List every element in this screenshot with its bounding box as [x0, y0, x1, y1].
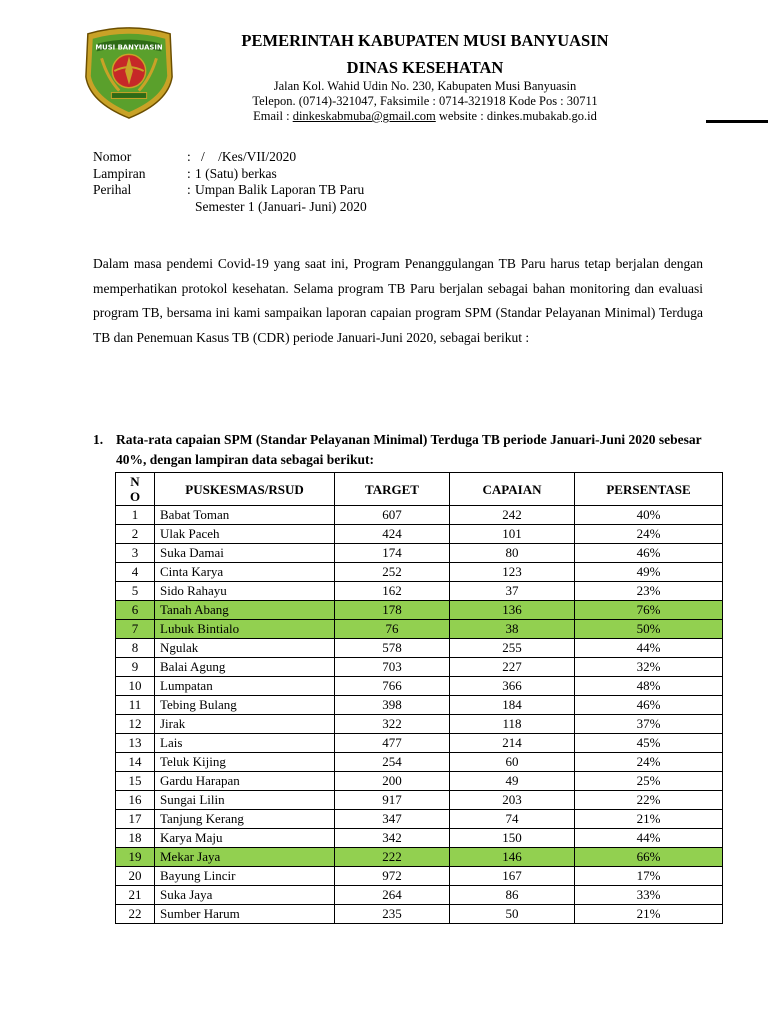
cell-capaian: 118 — [450, 715, 575, 734]
cell-name: Karya Maju — [155, 829, 335, 848]
cell-no: 19 — [116, 848, 155, 867]
cell-persen: 44% — [575, 829, 723, 848]
cell-no: 17 — [116, 810, 155, 829]
cell-persen: 45% — [575, 734, 723, 753]
cell-target: 322 — [335, 715, 450, 734]
cell-no: 8 — [116, 639, 155, 658]
table-row — [116, 867, 723, 886]
cell-name: Gardu Harapan — [155, 772, 335, 791]
cell-capaian: 150 — [450, 829, 575, 848]
table-row — [116, 639, 723, 658]
table-row — [116, 772, 723, 791]
table-row — [116, 525, 723, 544]
meta-perihal-value-2: Semester 1 (Januari- Juni) 2020 — [195, 198, 367, 214]
cell-target: 200 — [335, 772, 450, 791]
table-row — [116, 734, 723, 753]
cell-capaian: 242 — [450, 506, 575, 525]
cell-name: Suka Damai — [155, 544, 335, 563]
cell-name: Babat Toman — [155, 506, 335, 525]
cell-capaian: 74 — [450, 810, 575, 829]
meta-perihal-value: Umpan Balik Laporan TB Paru — [195, 182, 365, 197]
cell-target: 252 — [335, 563, 450, 582]
cell-no: 2 — [116, 525, 155, 544]
cell-persen: 23% — [575, 582, 723, 601]
cell-name: Teluk Kijing — [155, 753, 335, 772]
cell-target: 703 — [335, 658, 450, 677]
cell-persen: 46% — [575, 544, 723, 563]
section-text: Rata-rata capaian SPM (Standar Pelayanan Minimal) Terduga TB periode Januari-Juni 2020 sebesar 40%, dengan lampiran data sebagai berikut: — [116, 432, 702, 467]
cell-persen: 24% — [575, 525, 723, 544]
cell-name: Suka Jaya — [155, 886, 335, 905]
cell-name: Bayung Lincir — [155, 867, 335, 886]
section-number: 1. — [93, 432, 104, 447]
letterhead-subtitle: DINAS KESEHATAN — [346, 58, 504, 77]
cell-name: Tanjung Kerang — [155, 810, 335, 829]
letterhead — [186, 30, 664, 124]
cell-capaian: 146 — [450, 848, 575, 867]
cell-persen: 40% — [575, 506, 723, 525]
table-row — [116, 563, 723, 582]
cell-target: 917 — [335, 791, 450, 810]
cell-persen: 48% — [575, 677, 723, 696]
cell-no: 4 — [116, 563, 155, 582]
cell-no: 5 — [116, 582, 155, 601]
meta-nomor — [93, 149, 367, 166]
cell-no: 14 — [116, 753, 155, 772]
letter-meta — [93, 149, 367, 215]
cell-capaian: 123 — [450, 563, 575, 582]
cell-persen: 21% — [575, 810, 723, 829]
cell-capaian: 167 — [450, 867, 575, 886]
cell-target: 347 — [335, 810, 450, 829]
cell-no: 1 — [116, 506, 155, 525]
header-name: PUSKESMAS/RSUD — [155, 473, 335, 506]
table-row — [116, 677, 723, 696]
cell-persen: 44% — [575, 639, 723, 658]
cell-no: 3 — [116, 544, 155, 563]
cell-no: 20 — [116, 867, 155, 886]
meta-lampiran — [93, 166, 367, 183]
cell-target: 174 — [335, 544, 450, 563]
emblem-text: MUSI BANYUASIN — [95, 43, 163, 52]
cell-no: 6 — [116, 601, 155, 620]
cell-target: 235 — [335, 905, 450, 924]
letterhead-contact — [186, 109, 664, 124]
meta-colon: : — [187, 182, 191, 197]
cell-capaian: 50 — [450, 905, 575, 924]
cell-name: Tanah Abang — [155, 601, 335, 620]
header-target: TARGET — [335, 473, 450, 506]
email-link[interactable]: dinkeskabmuba@gmail.com — [292, 109, 436, 123]
letterhead-phone: Telepon. (0714)-321047, Faksimile : 0714-321918 Kode Pos : 30711 — [252, 94, 598, 108]
cell-no: 22 — [116, 905, 155, 924]
table-row — [116, 620, 723, 639]
cell-no: 11 — [116, 696, 155, 715]
cell-target: 578 — [335, 639, 450, 658]
cell-capaian: 80 — [450, 544, 575, 563]
cell-persen: 76% — [575, 601, 723, 620]
table-row — [116, 810, 723, 829]
cell-capaian: 203 — [450, 791, 575, 810]
table-row — [116, 601, 723, 620]
cell-persen: 66% — [575, 848, 723, 867]
cell-name: Sido Rahayu — [155, 582, 335, 601]
cell-no: 18 — [116, 829, 155, 848]
table-row — [116, 886, 723, 905]
cell-name: Sumber Harum — [155, 905, 335, 924]
table-row — [116, 582, 723, 601]
cell-persen: 17% — [575, 867, 723, 886]
cell-capaian: 38 — [450, 620, 575, 639]
table-row — [116, 506, 723, 525]
cell-name: Jirak — [155, 715, 335, 734]
cell-target: 398 — [335, 696, 450, 715]
cell-no: 13 — [116, 734, 155, 753]
cell-capaian: 184 — [450, 696, 575, 715]
meta-perihal — [93, 182, 367, 199]
cell-persen: 33% — [575, 886, 723, 905]
cell-name: Balai Agung — [155, 658, 335, 677]
table-header-row — [116, 473, 723, 506]
cell-target: 76 — [335, 620, 450, 639]
musi-banyuasin-emblem-icon — [80, 24, 178, 120]
table-row — [116, 544, 723, 563]
table-body — [116, 506, 723, 924]
cell-target: 342 — [335, 829, 450, 848]
cell-name: Tebing Bulang — [155, 696, 335, 715]
cell-target: 254 — [335, 753, 450, 772]
website-text: website : dinkes.mubakab.go.id — [435, 109, 597, 123]
cell-target: 162 — [335, 582, 450, 601]
cell-target: 222 — [335, 848, 450, 867]
meta-nomor-value: / /Kes/VII/2020 — [201, 149, 297, 164]
table-row — [116, 905, 723, 924]
cell-persen: 32% — [575, 658, 723, 677]
table-row — [116, 715, 723, 734]
cell-target: 972 — [335, 867, 450, 886]
cell-no: 15 — [116, 772, 155, 791]
table-row — [116, 753, 723, 772]
header-no: N O — [116, 473, 155, 506]
cell-name: Ulak Paceh — [155, 525, 335, 544]
cell-persen: 49% — [575, 563, 723, 582]
meta-perihal-label: Perihal — [93, 182, 132, 197]
cell-persen: 37% — [575, 715, 723, 734]
cell-target: 766 — [335, 677, 450, 696]
table-row — [116, 829, 723, 848]
meta-lampiran-value: 1 (Satu) berkas — [195, 165, 277, 181]
cell-capaian: 136 — [450, 601, 575, 620]
cell-target: 178 — [335, 601, 450, 620]
meta-nomor-label: Nomor — [93, 149, 132, 164]
letterhead-title: PEMERINTAH KABUPATEN MUSI BANYUASIN — [241, 31, 609, 50]
cell-target: 424 — [335, 525, 450, 544]
meta-lampiran-label: Lampiran — [93, 165, 146, 181]
cell-target: 264 — [335, 886, 450, 905]
cell-no: 16 — [116, 791, 155, 810]
meta-perihal-2 — [93, 199, 367, 216]
cell-target: 477 — [335, 734, 450, 753]
table-row — [116, 791, 723, 810]
meta-colon: : — [187, 149, 191, 164]
cell-name: Cinta Karya — [155, 563, 335, 582]
header-capaian: CAPAIAN — [450, 473, 575, 506]
cell-persen: 46% — [575, 696, 723, 715]
cell-no: 10 — [116, 677, 155, 696]
cell-name: Lais — [155, 734, 335, 753]
table-row — [116, 848, 723, 867]
cell-name: Mekar Jaya — [155, 848, 335, 867]
cell-name: Lubuk Bintialo — [155, 620, 335, 639]
table-row — [116, 696, 723, 715]
spm-table — [115, 472, 723, 924]
cell-target: 607 — [335, 506, 450, 525]
table-row — [116, 658, 723, 677]
cell-name: Sungai Lilin — [155, 791, 335, 810]
cell-no: 7 — [116, 620, 155, 639]
cell-capaian: 37 — [450, 582, 575, 601]
cell-capaian: 214 — [450, 734, 575, 753]
cell-capaian: 366 — [450, 677, 575, 696]
letterhead-divider — [706, 120, 768, 123]
cell-capaian: 227 — [450, 658, 575, 677]
cell-capaian: 60 — [450, 753, 575, 772]
cell-persen: 25% — [575, 772, 723, 791]
body-paragraph: Dalam masa pendemi Covid-19 yang saat ini, Program Penanggulangan TB Paru harus tetap berjalan dengan memperhatikan protokol kesehatan. Selama program TB Paru berjalan sebagai bahan monitoring dan evaluasi program TB, bersama ini kami sampaikan laporan capaian program SPM (Standar Pelayanan Minimal) Terduga TB dan Penemuan Kasus TB (CDR) periode Januari-Juni 2020, sebagai berikut : — [93, 256, 703, 345]
cell-persen: 22% — [575, 791, 723, 810]
cell-name: Lumpatan — [155, 677, 335, 696]
letterhead-address: Jalan Kol. Wahid Udin No. 230, Kabupaten Musi Banyuasin — [273, 79, 577, 93]
cell-persen: 50% — [575, 620, 723, 639]
cell-name: Ngulak — [155, 639, 335, 658]
cell-capaian: 101 — [450, 525, 575, 544]
cell-no: 21 — [116, 886, 155, 905]
cell-no: 12 — [116, 715, 155, 734]
email-label: Email : — [253, 109, 293, 123]
cell-persen: 24% — [575, 753, 723, 772]
cell-no: 9 — [116, 658, 155, 677]
header-persentase: PERSENTASE — [575, 473, 723, 506]
meta-colon: : — [187, 165, 191, 181]
cell-capaian: 255 — [450, 639, 575, 658]
cell-capaian: 86 — [450, 886, 575, 905]
cell-capaian: 49 — [450, 772, 575, 791]
cell-persen: 21% — [575, 905, 723, 924]
